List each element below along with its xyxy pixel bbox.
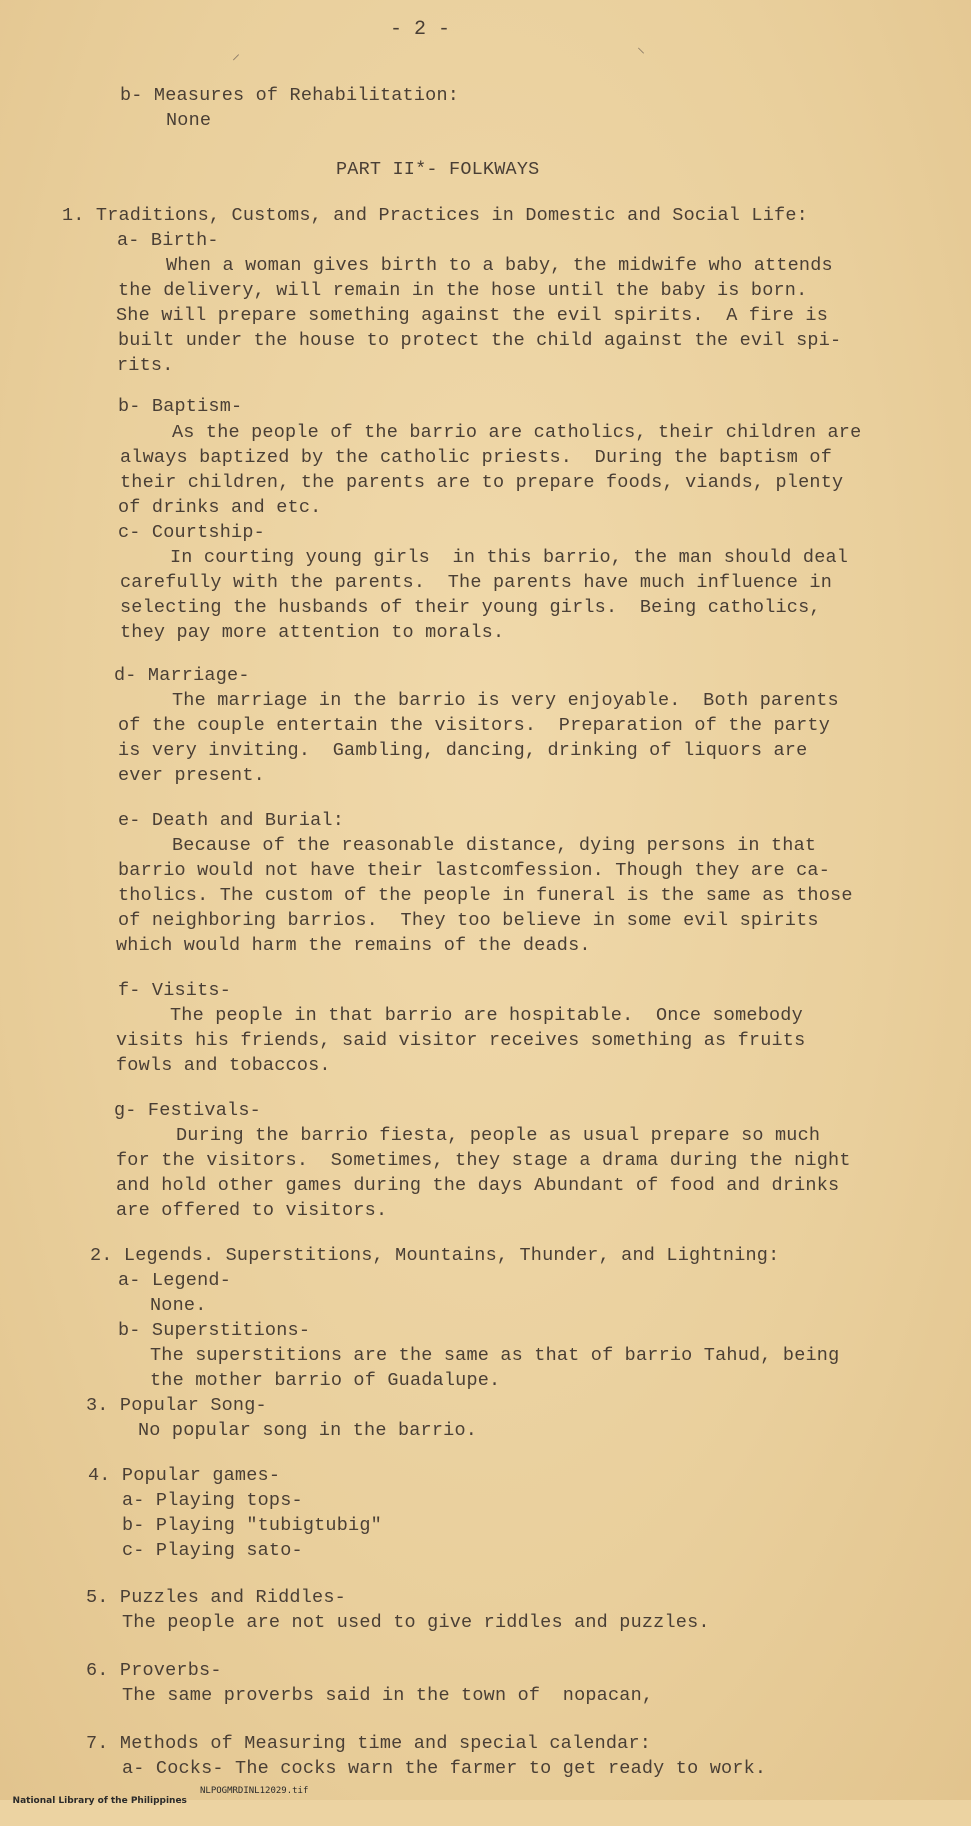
text-line: f- Visits-	[118, 980, 232, 1001]
text-line: and hold other games during the days Abundant of food and drinks	[116, 1175, 840, 1196]
text-line: The superstitions are the same as that of barrio Tahud, being	[150, 1345, 840, 1366]
text-line: barrio would not have their lastcomfession. Though they are ca-	[118, 860, 831, 881]
text-line: their children, the parents are to prepare foods, viands, plenty	[120, 472, 844, 493]
text-line: 7. Methods of Measuring time and special calendar:	[86, 1733, 652, 1754]
text-line: of drinks and etc.	[118, 497, 322, 518]
text-line: a- Cocks- The cocks warn the farmer to get ready to work.	[122, 1758, 767, 1779]
text-line: selecting the husbands of their young girls. Being catholics,	[120, 597, 821, 618]
text-line: e- Death and Burial:	[118, 810, 345, 831]
scan-footer	[0, 1786, 309, 1826]
text-line: is very inviting. Gambling, dancing, drinking of liquors are	[118, 740, 808, 761]
text-line: The marriage in the barrio is very enjoyable. Both parents	[172, 690, 839, 711]
text-line: c- Courtship-	[118, 522, 265, 543]
text-line: b- Measures of Rehabilitation:	[120, 85, 460, 106]
text-line: rits.	[117, 355, 174, 376]
text-line: b- Baptism-	[118, 396, 243, 417]
page-number: - 2 -	[390, 18, 451, 41]
text-line: g- Festivals-	[114, 1100, 261, 1121]
text-line: always baptized by the catholic priests. During the baptism of	[120, 447, 833, 468]
text-line: 5. Puzzles and Riddles-	[86, 1587, 346, 1608]
section-heading: PART II*- FOLKWAYS	[336, 159, 540, 180]
text-line: 6. Proverbs-	[86, 1660, 222, 1681]
text-line: of neighboring barrios. They too believe in some evil spirits	[118, 910, 819, 931]
text-line: No popular song in the barrio.	[138, 1420, 478, 1441]
text-line: The people in that barrio are hospitable. Once somebody	[170, 1005, 803, 1026]
text-line: for the visitors. Sometimes, they stage a drama during the night	[116, 1150, 851, 1171]
text-line: None	[166, 110, 212, 131]
text-line: None.	[150, 1295, 207, 1316]
text-line: When a woman gives birth to a baby, the midwife who attends	[166, 255, 833, 276]
text-line: d- Marriage-	[114, 665, 250, 686]
text-line: In courting young girls in this barrio, the man should deal	[170, 547, 849, 568]
scan-filename: NLPOGMRDINL12029.tif	[200, 1786, 309, 1796]
text-line: b- Playing "tubigtubig"	[122, 1515, 382, 1536]
text-line: 3. Popular Song-	[86, 1395, 267, 1416]
text-line: the delivery, will remain in the hose until the baby is born.	[118, 280, 808, 301]
text-line: The same proverbs said in the town of nopacan,	[122, 1685, 654, 1706]
text-line: the mother barrio of Guadalupe.	[150, 1370, 501, 1391]
text-line: a- Playing tops-	[122, 1490, 303, 1511]
text-line: a- Birth-	[117, 230, 219, 251]
text-line: The people are not used to give riddles and puzzles.	[122, 1612, 710, 1633]
text-line: carefully with the parents. The parents have much influence in	[120, 572, 833, 593]
stain-mark: ⸌	[637, 46, 646, 64]
text-line: 4. Popular games-	[88, 1465, 281, 1486]
text-line: of the couple entertain the visitors. Preparation of the party	[118, 715, 831, 736]
text-line: a- Legend-	[118, 1270, 232, 1291]
text-line: ever present.	[118, 765, 265, 786]
text-line: As the people of the barrio are catholics, their children are	[172, 422, 862, 443]
text-line: Because of the reasonable distance, dying persons in that	[172, 835, 817, 856]
text-line: b- Superstitions-	[118, 1320, 311, 1341]
text-line: visits his friends, said visitor receives something as fruits	[116, 1030, 806, 1051]
library-credit: National Library of the Philippines	[12, 1796, 187, 1806]
text-line: tholics. The custom of the people in funeral is the same as those	[118, 885, 853, 906]
text-line: 2. Legends. Superstitions, Mountains, Thunder, and Lightning:	[90, 1245, 780, 1266]
text-line: they pay more attention to morals.	[120, 622, 505, 643]
stain-mark: ⸝	[232, 46, 241, 64]
text-line: c- Playing sato-	[122, 1540, 303, 1561]
text-line: She will prepare something against the evil spirits. A fire is	[116, 305, 829, 326]
text-line: are offered to visitors.	[116, 1200, 388, 1221]
text-line: which would harm the remains of the deads.	[116, 935, 591, 956]
text-line: 1. Traditions, Customs, and Practices in Domestic and Social Life:	[62, 205, 808, 226]
text-line: During the barrio fiesta, people as usual prepare so much	[176, 1125, 821, 1146]
text-line: fowls and tobaccos.	[116, 1055, 331, 1076]
text-line: built under the house to protect the child against the evil spi-	[118, 330, 842, 351]
